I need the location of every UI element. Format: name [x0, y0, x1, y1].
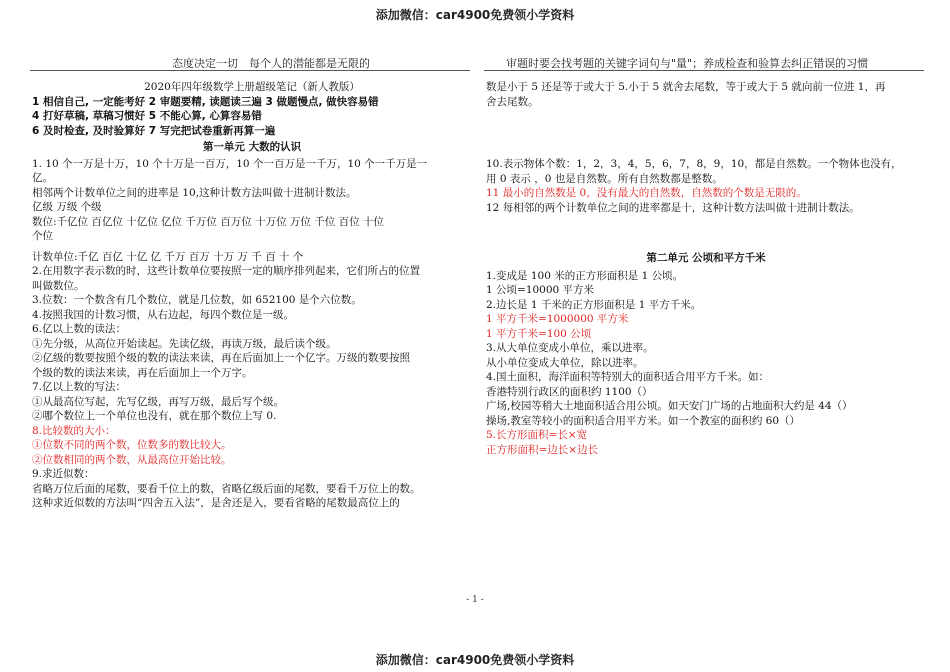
text-line: 省略万位后面的尾数，要看千位上的数，省略亿级后面的尾数，要看千万位上的数。: [32, 482, 421, 495]
text-line: 相邻两个计数单位之间的进率是 10,这种计数方法叫做十进制计数法。: [32, 186, 357, 199]
text-line: 从小单位变成大单位，除以进率。: [486, 356, 644, 369]
text-line: ②哪个数位上一个单位也没有，就在那个数位上写 0.: [32, 410, 277, 422]
text-line: 1 公顷=10000 平方米: [486, 284, 595, 296]
text-line: 12 每相邻的两个计数单位之间的进率都是十，这种计数方法叫做十进制计数法。: [486, 201, 860, 214]
red-line: 正方形面积=边长×边长: [486, 443, 599, 456]
header-right: 审题时要会找考题的关键字词句与"量"；养成检查和验算去纠正错误的习惯: [506, 57, 869, 70]
unit2-title: 第二单元 公顷和平方千米: [646, 252, 766, 264]
unit1-title: 第一单元 大数的认识: [202, 141, 302, 153]
tip-line: 1 相信自己, 一定能考好 2 审题要精, 读题读三遍 3 做题慢点, 做快容易错: [32, 95, 379, 108]
text-line: 操场,教室等较小的面积适合用平方米。如一个教室的面积约 60（）: [486, 414, 801, 427]
red-line: ①位数不同的两个数，位数多的数比较大。: [32, 439, 232, 451]
text-line: 3.从大单位变成小单位，乘以进率。: [486, 342, 654, 354]
watermark-top: 添加微信：car4900免费领小学资料: [375, 8, 575, 22]
doc-title: 2020年四年级数学上册超级笔记（新人教版）: [144, 81, 360, 93]
watermark-bottom: 添加微信：car4900免费领小学资料: [375, 653, 575, 667]
text-line: 6.亿以上数的读法：: [32, 323, 127, 335]
text-line: 数位:千亿位 百亿位 十亿位 亿位 千万位 百万位 十万位 万位 千位 百位 十位: [32, 215, 384, 228]
tip-line: 6 及时检查, 及时验算好 7 写完把试卷重新再算一遍: [32, 124, 276, 137]
red-line: 1 平方千米=100 公顷: [486, 327, 592, 340]
text-line: 亿。: [32, 172, 53, 184]
text-line: 9.求近似数：: [32, 468, 95, 480]
text-line: 数是小于 5 还是等于或大于 5.小于 5 就舍去尾数，等于或大于 5 就向前一位进 1，再: [486, 81, 886, 93]
text-line: 舍去尾数。: [486, 95, 539, 108]
text-line: 1. 10 个一万是十万，10 个十万是一百万，10 个一百万是一千万，10 个一千万是一: [32, 157, 428, 170]
red-line: 8.比较数的大小：: [32, 424, 116, 437]
text-line: 个级的数的读法来读，再在后面加上一个万字。: [32, 366, 253, 379]
text-line: 个位: [32, 230, 53, 242]
red-line: 11 最小的自然数是 0，没有最大的自然数，自然数的个数是无限的。: [486, 187, 807, 199]
text-line: 计数单位:千亿 百亿 十亿 亿 千万 百万 十万 万 千 百 十 个: [32, 250, 304, 263]
text-line: 叫做数位。: [32, 279, 85, 292]
text-line: 用 0 表示 ，0 也是自然数。所有自然数都是整数。: [486, 172, 723, 185]
left-column: [32, 80, 472, 511]
text-line: ②亿级的数要按照个级的数的读法来读，再在后面加上一个亿字。万级的数要按照: [32, 352, 410, 364]
header-left: 态度决定一切 每个人的潜能都是无限的: [172, 57, 370, 70]
text-line: 7.亿以上数的写法：: [32, 381, 127, 393]
text-line: 1.变成是 100 米的正方形面积是 1 公顷。: [486, 269, 684, 282]
text-line: 亿级 万级 个级: [32, 201, 102, 213]
text-line: 香港特别行政区的面积约 1100（）: [486, 385, 653, 398]
header-rule-right: [484, 70, 924, 71]
text-line: 2.边长是 1 千米的正方形面积是 1 平方千米。: [486, 298, 702, 311]
red-line: ②位数相同的两个数，从最高位开始比较。: [32, 453, 232, 466]
text-line: 4.按照我国的计数习惯，从右边起，每四个数位是一级。: [32, 308, 295, 321]
text-line: 3.位数：一个数含有几个数位，就是几位数，如 652100 是个六位数。: [32, 294, 362, 306]
text-line: 4.国土面积，海洋面积等特别大的面积适合用平方千米。如：: [486, 371, 770, 383]
text-line: 广场,校园等稍大土地面积适合用公顷。如天安门广场的占地面积大约是 44（）: [486, 400, 853, 412]
text-line: ①从最高位写起，先写亿级，再写万级，最后写个级。: [32, 395, 284, 408]
text-line: 这种求近似数的方法叫“四舍五入法”，是舍还是入，要看省略的尾数最高位上的: [32, 497, 400, 509]
text-line: ①先分级，从高位开始读起。先读亿级，再读万级，最后读个级。: [32, 337, 337, 350]
red-line: 1 平方千米=1000000 平方米: [486, 313, 629, 325]
page-number: - 1 -: [466, 595, 484, 605]
text-line: 2.在用数字表示数的时，这些计数单位要按照一定的顺序排列起来，它们所占的位置: [32, 265, 421, 277]
right-column: [486, 80, 926, 457]
tip-line: 4 打好草稿, 草稿习惯好 5 不能心算, 心算容易错: [32, 110, 262, 122]
red-line: 5.长方形面积=长×宽: [486, 429, 588, 441]
text-line: 10.表示物体个数：1，2，3，4，5，6，7，8，9，10，都是自然数。一个物体也没有，: [486, 158, 902, 170]
header-rule-left: [30, 70, 470, 71]
